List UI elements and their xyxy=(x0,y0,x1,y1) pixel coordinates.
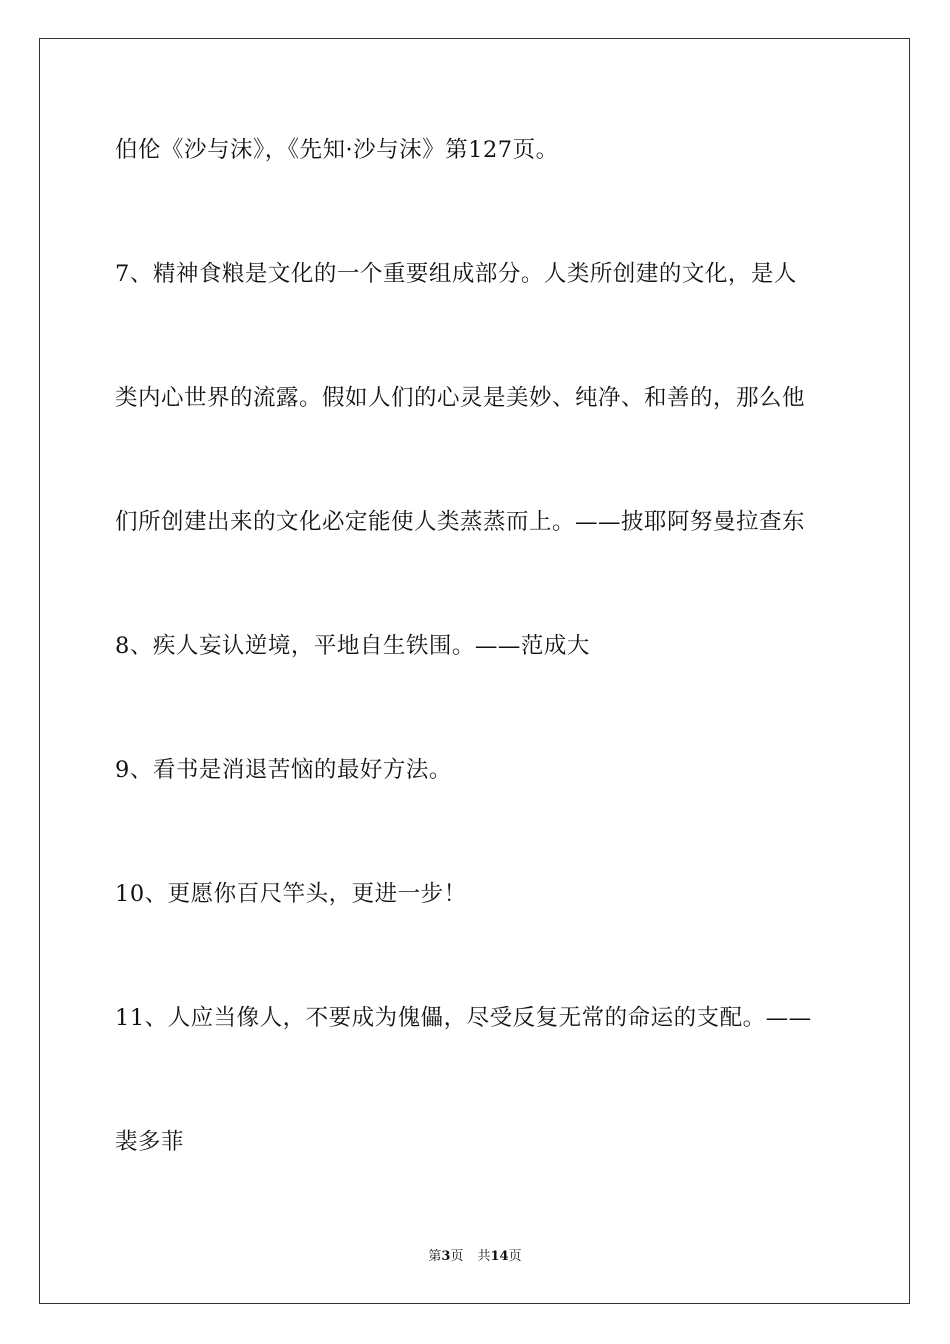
text-line-7: 10、更愿你百尺竿头，更进一步！ xyxy=(115,881,467,907)
text-line-5: 8、疾人妄认逆境，平地自生铁围。——范成大 xyxy=(115,633,590,659)
page-suffix: 页 xyxy=(450,1249,464,1264)
text-line-6: 9、看书是消退苦恼的最好方法。 xyxy=(115,757,452,783)
page-prefix: 第 xyxy=(428,1249,442,1264)
total-suffix: 页 xyxy=(508,1249,522,1264)
text-line-2: 7、精神食粮是文化的一个重要组成部分。人类所创建的文化，是人 xyxy=(115,261,797,287)
text-line-4: 们所创建出来的文化必定能使人类蒸蒸而上。——披耶阿努曼拉查东 xyxy=(115,509,806,535)
total-prefix: 共 xyxy=(477,1249,491,1264)
page-border xyxy=(39,38,910,1304)
text-line-1: 伯伦《沙与沫》，《先知·沙与沫》第127页。 xyxy=(115,137,559,163)
page-footer xyxy=(0,1248,950,1266)
page-total-number: 14 xyxy=(490,1249,509,1264)
text-line-9: 裴多菲 xyxy=(115,1129,185,1155)
page-current-number: 3 xyxy=(441,1249,451,1264)
text-line-8: 11、人应当像人，不要成为傀儡，尽受反复无常的命运的支配。—— xyxy=(115,1005,812,1031)
text-line-3: 类内心世界的流露。假如人们的心灵是美妙、纯净、和善的，那么他 xyxy=(115,385,806,411)
